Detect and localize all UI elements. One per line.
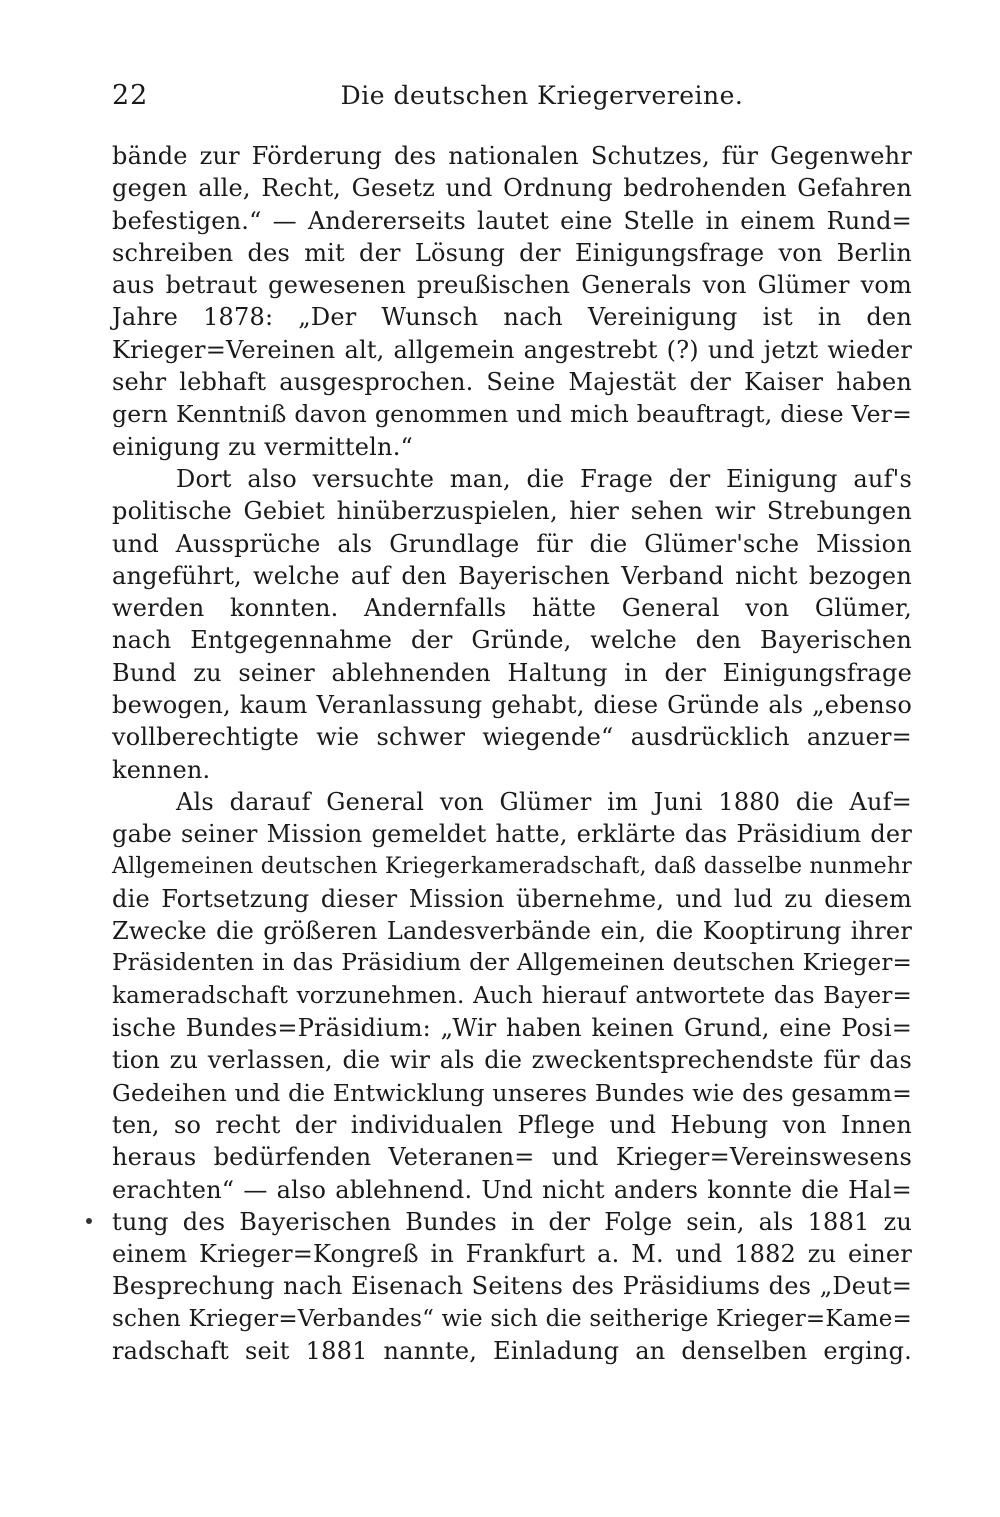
text-line: ten, so recht der individualen Pflege und Hebung von Innen	[112, 1110, 912, 1139]
text-line: Bund zu seiner ablehnenden Haltung in der Einigungsfrage	[112, 658, 912, 687]
text-line: Gedeihen und die Entwicklung unseres Bundes wie des gesamm=	[112, 1078, 913, 1107]
text-line: schreiben des mit der Lösung der Einigungsfrage von Berlin	[112, 238, 912, 267]
text-line: die Fortsetzung dieser Mission übernehme, und lud zu diesem	[112, 884, 912, 913]
text-line: heraus bedürfenden Veteranen= und Krieger=Vereinswesens	[112, 1143, 912, 1172]
text-line: tung des Bayerischen Bundes in der Folge sein, als 1881 zu	[112, 1207, 912, 1236]
page-header	[112, 78, 912, 114]
margin-mark	[86, 1218, 92, 1224]
text-line: bewogen, kaum Veranlassung gehabt, diese Gründe als „ebenso	[112, 691, 912, 720]
text-line: Dort also versuchte man, die Frage der Einigung auf's	[176, 464, 912, 493]
text-line: Als darauf General von Glümer im Juni 1880 die Auf=	[176, 787, 912, 816]
text-line: und Aussprüche als Grundlage für die Glümer'sche Mission	[112, 529, 912, 558]
text-line: Präsidenten in das Präsidium der Allgemeinen deutschen Krieger=	[112, 950, 912, 977]
text-line: gabe seiner Mission gemeldet hatte, erklärte das Präsidium der	[112, 820, 912, 849]
text-line: befestigen.“ — Andererseits lautet eine Stelle in einem Rund=	[112, 206, 912, 235]
text-line: werden konnten. Andernfalls hätte General von Glümer,	[112, 594, 912, 623]
text-line: einigung zu vermitteln.“	[112, 432, 414, 461]
text-line: kameradschaft vorzunehmen. Auch hierauf antwortete das Bayer=	[112, 982, 912, 1009]
text-line: gegen alle, Recht, Gesetz und Ordnung bedrohenden Gefahren	[112, 174, 912, 203]
text-line: aus betraut gewesenen preußischen Generals von Glümer vom	[112, 271, 912, 300]
text-line: bände zur Förderung des nationalen Schutzes, für Gegenwehr	[112, 142, 912, 170]
text-line: schen Krieger=Verbandes“ wie sich die seitherige Krieger=Kame=	[112, 1305, 912, 1332]
body-text	[112, 140, 912, 1367]
text-line: tion zu verlassen, die wir als die zweckentsprechendste für das	[112, 1046, 912, 1075]
text-line: angeführt, welche auf den Bayerischen Verband nicht bezogen	[112, 561, 912, 590]
text-line: Krieger=Vereinen alt, allgemein angestrebt (?) und jetzt wieder	[112, 335, 912, 364]
text-line: kennen.	[112, 755, 211, 784]
text-line: Allgemeinen deutschen Kriegerkameradschaft, daß dasselbe nunmehr	[112, 853, 912, 879]
text-line: erachten“ — also ablehnend. Und nicht anders konnte die Hal=	[112, 1175, 912, 1204]
text-line: radschaft seit 1881 nannte, Einladung an denselben erging.	[112, 1336, 912, 1365]
text-line: nach Entgegennahme der Gründe, welche den Bayerischen	[112, 626, 912, 655]
text-line: sehr lebhaft ausgesprochen. Seine Majestät der Kaiser haben	[112, 368, 912, 397]
text-line: Jahre 1878: „Der Wunsch nach Vereinigung ist in den	[112, 303, 912, 332]
text-line: gern Kenntniß davon genommen und mich beauftragt, diese Ver=	[112, 400, 912, 429]
text-line: Besprechung nach Eisenach Seitens des Präsidiums des „Deut=	[112, 1272, 912, 1301]
text-line: politische Gebiet hinüberzuspielen, hier sehen wir Strebungen	[112, 497, 912, 526]
running-head: Die deutschen Kriegervereine.	[340, 81, 744, 110]
text-line: Zwecke die größeren Landesverbände ein, die Kooptirung ihrer	[112, 917, 912, 946]
page-number: 22	[112, 80, 149, 111]
text-line: vollberechtigte wie schwer wiegende“ ausdrücklich anzuer=	[112, 723, 912, 752]
text-line: ische Bundes=Präsidium: „Wir haben keinen Grund, eine Posi=	[112, 1014, 912, 1043]
text-line: einem Krieger=Kongreß in Frankfurt a. M. und 1882 zu einer	[112, 1240, 912, 1269]
